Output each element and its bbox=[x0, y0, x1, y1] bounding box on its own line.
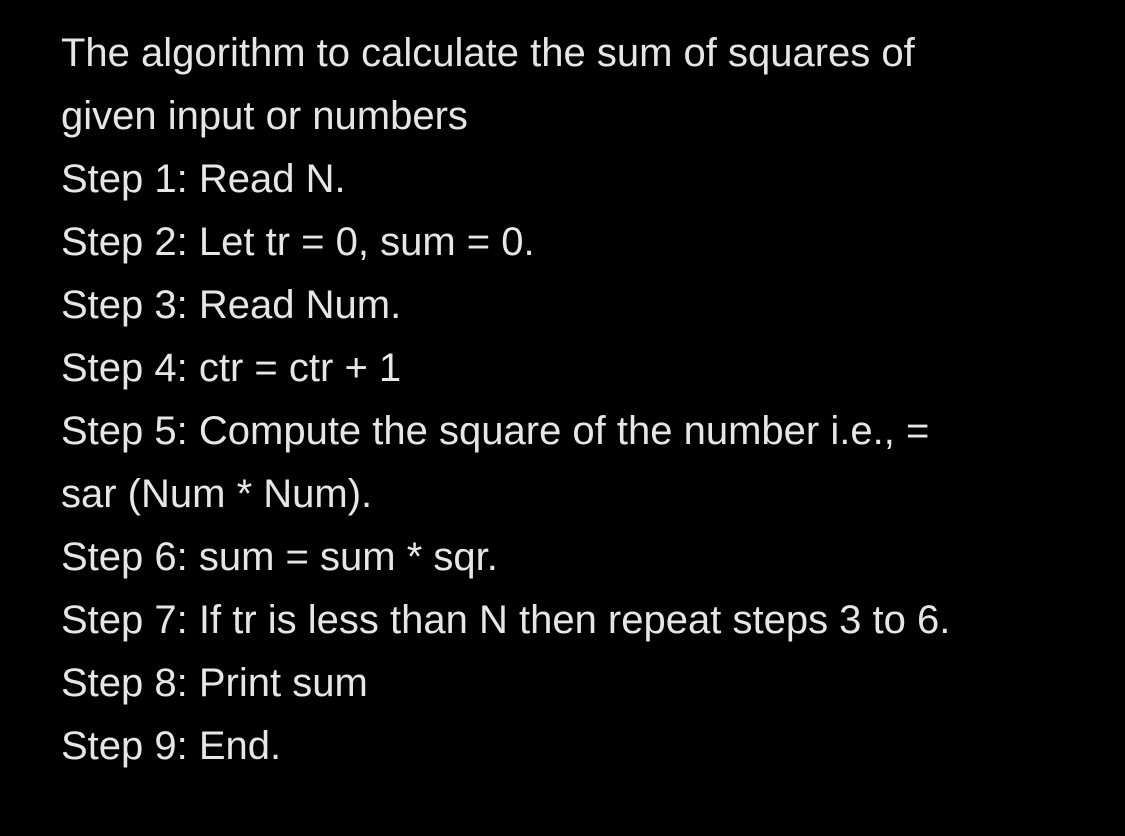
step-9: Step 9: End. bbox=[61, 724, 282, 768]
step-6: Step 6: sum = sum * sqr. bbox=[61, 535, 498, 579]
step-5: Step 5: Compute the square of the number i.e., = bbox=[61, 409, 930, 453]
step-8: Step 8: Print sum bbox=[61, 661, 368, 705]
step-5-continuation: sar (Num * Num). bbox=[61, 472, 373, 516]
step-7: Step 7: If tr is less than N then repeat steps 3 to 6. bbox=[61, 598, 951, 642]
algorithm-title-line-2: given input or numbers bbox=[61, 94, 468, 138]
step-3: Step 3: Read Num. bbox=[61, 283, 402, 327]
step-1: Step 1: Read N. bbox=[61, 157, 346, 201]
step-4: Step 4: ctr = ctr + 1 bbox=[61, 346, 402, 390]
algorithm-title-line-1: The algorithm to calculate the sum of squares of bbox=[61, 31, 915, 75]
step-2: Step 2: Let tr = 0, sum = 0. bbox=[61, 220, 535, 264]
